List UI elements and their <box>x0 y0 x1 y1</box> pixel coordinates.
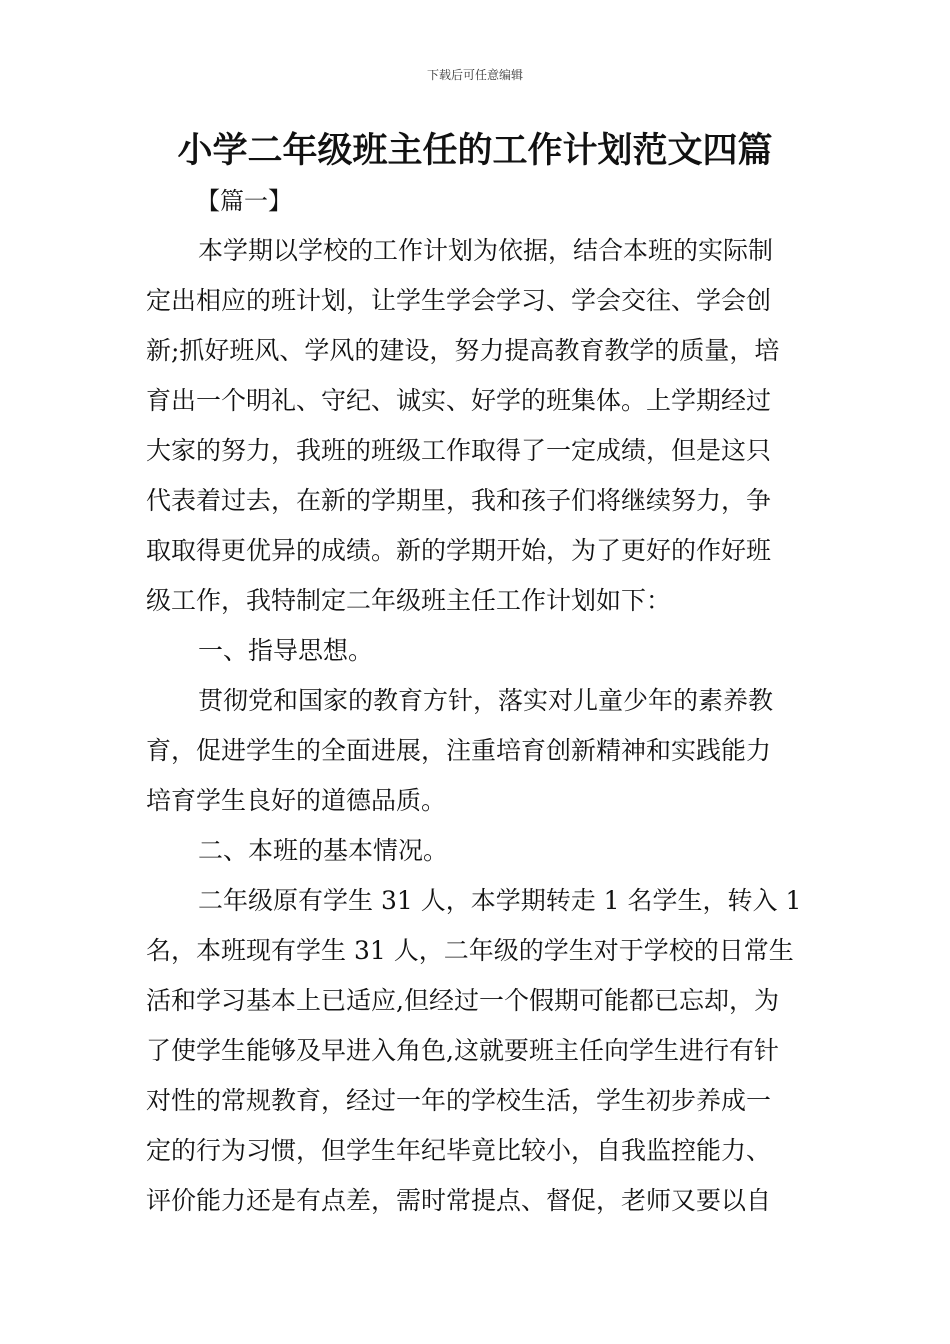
paragraph-line: 培育学生良好的道德品质。 <box>146 786 447 815</box>
section-heading: 二、本班的基本情况。 <box>198 836 449 865</box>
paragraph-line: 对性的常规教育，经过一年的学校生活，学生初步养成一 <box>146 1086 772 1115</box>
paragraph-line: 名，本班现有学生 31 人，二年级的学生对于学校的日常生 <box>146 936 794 965</box>
paragraph-line: 本学期以学校的工作计划为依据，结合本班的实际制 <box>198 236 774 265</box>
header-note: 下载后可任意编辑 <box>426 68 523 82</box>
document-title: 小学二年级班主任的工作计划范文四篇 <box>177 131 773 171</box>
paragraph-line: 定的行为习惯，但学生年纪毕竟比较小，自我监控能力、 <box>146 1136 772 1165</box>
paragraph-line: 取取得更优异的成绩。新的学期开始，为了更好的作好班 <box>146 536 772 565</box>
paragraph-line: 二年级原有学生 31 人，本学期转走 1 名学生，转入 1 <box>198 886 802 915</box>
paragraph-line: 级工作，我特制定二年级班主任工作计划如下： <box>146 586 672 615</box>
paragraph-line: 育出一个明礼、守纪、诚实、好学的班集体。上学期经过 <box>146 386 772 415</box>
paragraph-line: 贯彻党和国家的教育方针，落实对儿童少年的素养教 <box>198 686 774 715</box>
section-label: 【篇一】 <box>196 187 292 215</box>
paragraph-line: 定出相应的班计划，让学生学会学习、学会交往、学会创 <box>146 286 772 315</box>
paragraph-line: 代表着过去，在新的学期里，我和孩子们将继续努力，争 <box>146 486 772 515</box>
paragraph-line: 活和学习基本上已适应,但经过一个假期可能都已忘却，为 <box>146 986 779 1015</box>
paragraph-line: 育，促进学生的全面进展，注重培育创新精神和实践能力 <box>146 736 772 765</box>
paragraph-line: 了使学生能够及早进入角色,这就要班主任向学生进行有针 <box>146 1036 779 1065</box>
section-heading: 一、指导思想。 <box>198 636 374 665</box>
paragraph-line: 评价能力还是有点差，需时常提点、督促，老师又要以自 <box>146 1186 772 1215</box>
paragraph-line: 大家的努力，我班的班级工作取得了一定成绩，但是这只 <box>146 436 772 465</box>
body-text <box>146 226 806 1226</box>
paragraph-line: 新;抓好班风、学风的建设，努力提高教育教学的质量，培 <box>146 336 780 365</box>
